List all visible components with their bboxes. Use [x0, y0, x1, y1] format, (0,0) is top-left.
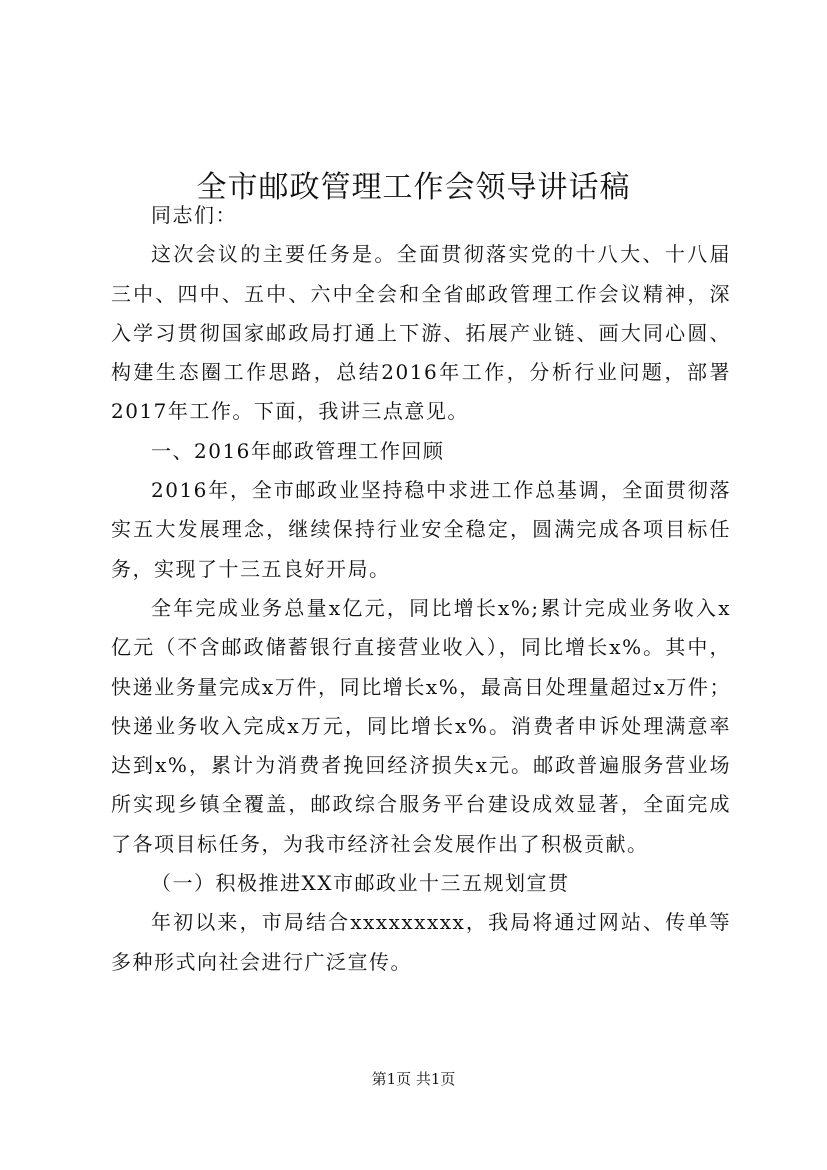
statistics-paragraph: 全年完成业务总量x亿元，同比增长x%;累计完成业务收入x亿元（不含邮政储蓄银行直接营业收入），同比增长x%。其中，快递业务量完成x万件，同比增长x%，最高日处理量超过x万件；快递业务收入完成x万元，同比增长x%。消费者申诉处理满意率达到x%，累计为消费者挽回经济损失x元。邮政普遍服务营业场所实现乡镇全覆盖，邮政综合服务平台建设成效显著，全面完成了各项目标任务，为我市经济社会发展作出了积极贡献。	[111, 595, 731, 856]
salutation-paragraph: 同志们：	[151, 203, 237, 227]
document-body	[111, 196, 731, 982]
subsection-heading-1: （一）积极推进XX市邮政业十三五规划宣贯	[151, 871, 570, 896]
page-number-footer: 第1页 共1页	[371, 1070, 456, 1088]
intro-paragraph: 这次会议的主要任务是。全面贯彻落实党的十八大、十八届三中、四中、五中、六中全会和全省邮政管理工作会议精神，深入学习贯彻国家邮政局打通上下游、拓展产业链、画大同心圆、构建生态圈工作思路，总结2016年工作，分析行业问题，部署2017年工作。下面，我讲三点意见。	[111, 242, 731, 424]
document-title: 全市邮政管理工作会领导讲话稿	[196, 170, 631, 206]
subsection-paragraph: 年初以来，市局结合xxxxxxxxx，我局将通过网站、传单等多种形式向社会进行广泛宣传。	[111, 910, 731, 974]
summary-paragraph: 2016年，全市邮政业坚持稳中求进工作总基调，全面贯彻落实五大发展理念，继续保持行业安全稳定，圆满完成各项目标任务，实现了十三五良好开局。	[111, 478, 731, 581]
section-heading-1: 一、2016年邮政管理工作回顾	[151, 438, 445, 463]
